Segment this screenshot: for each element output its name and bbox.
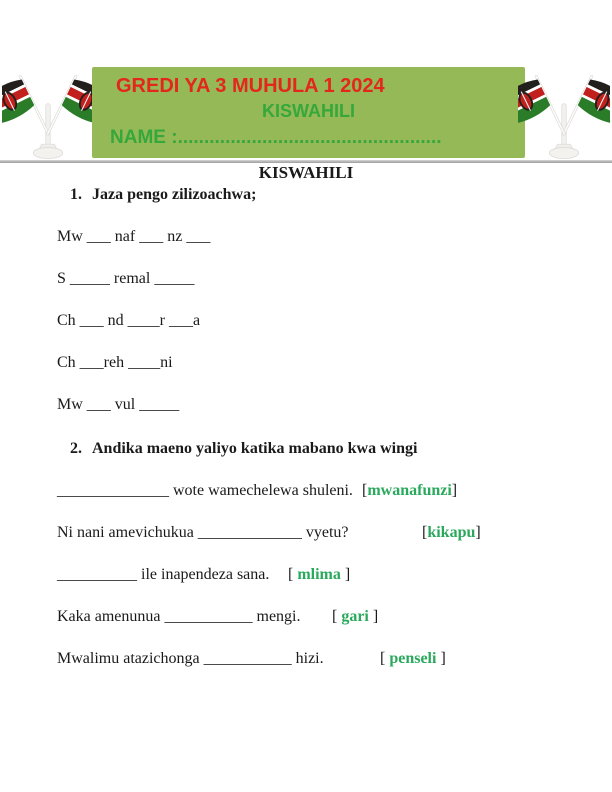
gap-fill-line: Ch ___reh ____ni <box>57 354 173 371</box>
exercise2-title <box>70 440 417 458</box>
answer-word: gari <box>341 608 369 625</box>
page-title: KISWAHILI <box>258 163 354 182</box>
answer-word: penseli <box>389 650 437 667</box>
answer-bracket <box>288 566 350 584</box>
bracket-close: ] <box>436 650 446 667</box>
bracket-open: [ <box>332 608 342 625</box>
gap-fill-line: Mw ___ naf ___ nz ___ <box>57 228 211 245</box>
exam-title: GREDI YA 3 MUHULA 1 2024 <box>116 75 385 97</box>
bracket-close: ] <box>368 608 379 625</box>
kenya-flags-right-icon <box>518 64 610 162</box>
exercise1-number: 1. <box>70 186 82 203</box>
bracket-close: ] <box>340 566 351 583</box>
sentence-line: __________ ile inapendeza sana. <box>57 566 270 583</box>
answer-word: kikapu <box>427 524 476 541</box>
bracket-open: [ <box>288 566 298 583</box>
banner-box <box>92 67 525 158</box>
bracket-close: ] <box>475 524 481 541</box>
bracket-close: ] <box>451 482 458 499</box>
sentence-line: ______________ wote wamechelewa shuleni. <box>57 482 353 499</box>
sentence-line: Mwalimu atazichonga ___________ hizi. <box>57 650 324 667</box>
exercise1-title-text: Jaza pengo zilizoachwa; <box>92 186 257 203</box>
bracket-open: [ <box>422 524 428 541</box>
exercise2-number: 2. <box>70 440 82 457</box>
exercise1-title <box>70 186 256 204</box>
answer-bracket <box>332 608 378 626</box>
bracket-open: [ <box>362 482 368 499</box>
sentence-line: Ni nani amevichukua _____________ vyetu? <box>57 524 349 541</box>
bracket-open: [ <box>380 650 390 667</box>
answer-bracket <box>422 524 481 542</box>
answer-word: mlima <box>297 566 341 583</box>
exam-subject: KISWAHILI <box>262 101 355 121</box>
gap-fill-line: S _____ remal _____ <box>57 270 195 287</box>
exercise2-title-text: Andika maeno yaliyo katika mabano kwa wingi <box>92 440 418 457</box>
sentence-line: Kaka amenunua ___________ mengi. <box>57 608 301 625</box>
answer-word: mwanafunzi <box>367 482 452 499</box>
kenya-flags-left-icon <box>2 64 94 162</box>
name-label: NAME : <box>110 127 178 148</box>
answer-bracket <box>362 482 457 500</box>
name-dotted-leader: .................................................. <box>177 127 442 148</box>
answer-bracket <box>380 650 446 668</box>
gap-fill-line: Ch ___ nd ____r ___a <box>57 312 201 329</box>
name-line <box>110 125 525 150</box>
gap-fill-line: Mw ___ vul _____ <box>57 396 180 413</box>
